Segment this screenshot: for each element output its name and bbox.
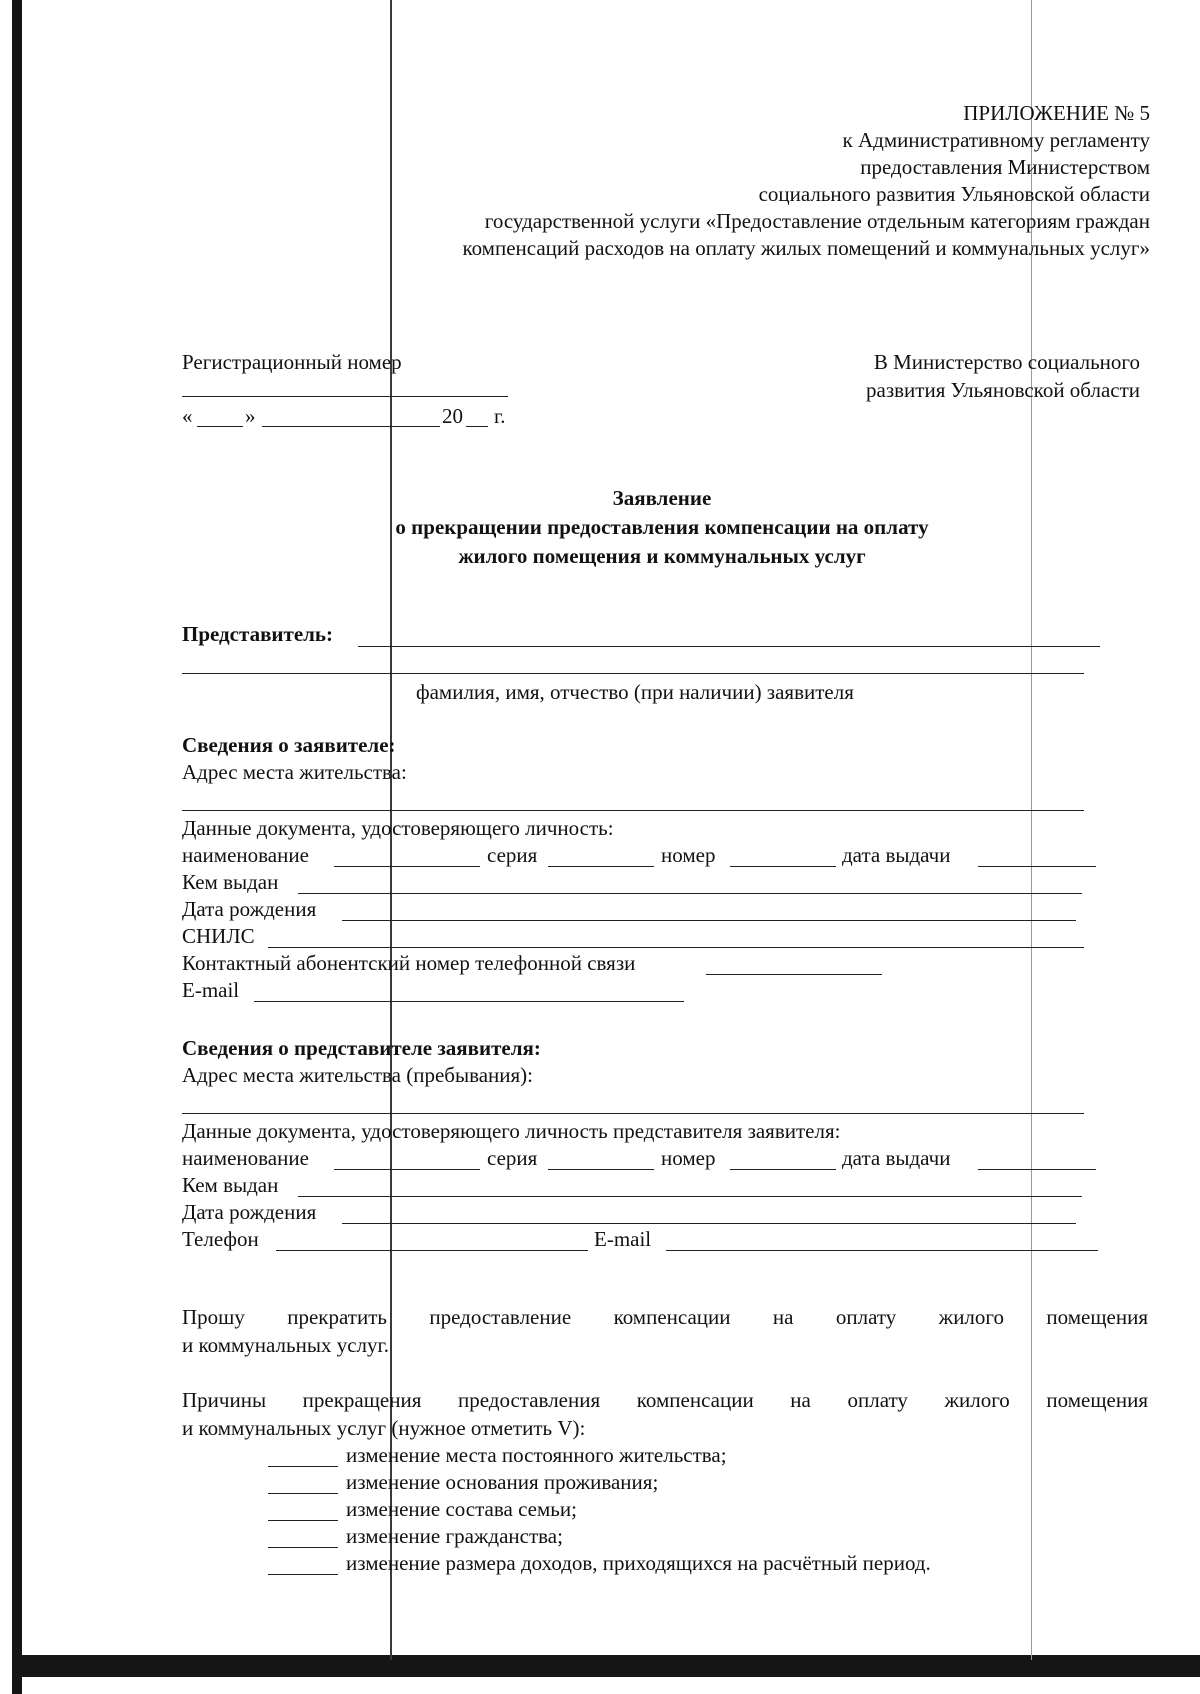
applicant-doc-series-field[interactable]	[548, 866, 654, 867]
applicant-doc-heading: Данные документа, удостоверяющего личность:	[182, 816, 614, 840]
appendix-number: ПРИЛОЖЕНИЕ № 5	[963, 101, 1150, 125]
appendix-line: к Административному регламенту	[842, 128, 1150, 152]
rep-phone-label: Телефон	[182, 1227, 259, 1251]
representative-field-line2[interactable]	[182, 673, 1084, 674]
reason-item: изменение состава семьи;	[346, 1497, 577, 1521]
reason-checkbox-field[interactable]	[268, 1574, 338, 1575]
rep-issued-by-label: Кем выдан	[182, 1173, 279, 1197]
rep-birth-date-label: Дата рождения	[182, 1200, 317, 1224]
applicant-email-field[interactable]	[254, 1001, 684, 1002]
applicant-address-label: Адрес места жительства:	[182, 760, 407, 784]
applicant-issued-by-field[interactable]	[298, 893, 1082, 894]
representative-caption: фамилия, имя, отчество (при наличии) заявителя	[416, 680, 854, 704]
title-line: Заявление	[612, 486, 712, 510]
registration-label: Регистрационный номер	[182, 350, 402, 374]
applicant-phone-label: Контактный абонентский номер телефонной связи	[182, 951, 636, 975]
reason-checkbox-field[interactable]	[268, 1493, 338, 1494]
applicant-snils-label: СНИЛС	[182, 924, 255, 948]
rep-doc-series-field[interactable]	[548, 1169, 654, 1170]
applicant-doc-number-label: номер	[661, 843, 716, 867]
reason-item: изменение основания проживания;	[346, 1470, 659, 1494]
reasons-text-line: и коммунальных услуг (нужное отметить V):	[182, 1416, 586, 1440]
title-line: о прекращении предоставления компенсации на оплату	[395, 515, 929, 539]
date-year-field[interactable]	[466, 426, 488, 427]
reason-item: изменение гражданства;	[346, 1524, 563, 1548]
reason-checkbox-field[interactable]	[268, 1520, 338, 1521]
reason-checkbox-field[interactable]	[268, 1547, 338, 1548]
applicant-email-label: E-mail	[182, 978, 240, 1002]
rep-doc-heading: Данные документа, удостоверяющего личность представителя заявителя:	[182, 1119, 841, 1143]
rep-doc-number-label: номер	[661, 1146, 716, 1170]
rep-email-label: E-mail	[594, 1227, 652, 1251]
rep-doc-date-field[interactable]	[978, 1169, 1096, 1170]
rep-doc-number-field[interactable]	[730, 1169, 836, 1170]
applicant-birth-date-label: Дата рождения	[182, 897, 317, 921]
rep-phone-field[interactable]	[276, 1250, 588, 1251]
rep-doc-date-label: дата выдачи	[842, 1146, 951, 1170]
rep-doc-name-label: наименование	[182, 1146, 309, 1170]
date-open-quote: «	[182, 404, 193, 428]
document-title	[182, 484, 1142, 571]
representative-label: Представитель:	[182, 622, 334, 646]
title-line: жилого помещения и коммунальных услуг	[458, 544, 866, 568]
date-close-quote: »	[245, 404, 256, 428]
appendix-line: предоставления Министерством	[860, 155, 1150, 179]
addressee-line: В Министерство социального	[873, 350, 1140, 374]
applicant-doc-series-label: серия	[487, 843, 538, 867]
reason-checkbox-field[interactable]	[268, 1466, 338, 1467]
request-text-line: и коммунальных услуг.	[182, 1333, 389, 1357]
applicant-snils-field[interactable]	[268, 947, 1084, 948]
date-year-prefix: 20	[442, 404, 463, 428]
applicant-doc-date-label: дата выдачи	[842, 843, 951, 867]
rep-doc-series-label: серия	[487, 1146, 538, 1170]
date-year-suffix: г.	[494, 404, 506, 428]
rep-doc-name-field[interactable]	[334, 1169, 480, 1170]
applicant-birth-date-field[interactable]	[342, 920, 1076, 921]
rep-issued-by-field[interactable]	[298, 1196, 1082, 1197]
rep-email-field[interactable]	[666, 1250, 1098, 1251]
applicant-doc-date-field[interactable]	[978, 866, 1096, 867]
applicant-heading: Сведения о заявителе:	[182, 733, 396, 757]
reason-item: изменение размера доходов, приходящихся на расчётный период.	[346, 1551, 931, 1575]
request-text-line: Прошу прекратить предоставление компенсации на оплату жилого помещения	[182, 1305, 1148, 1329]
appendix-line: государственной услуги «Предоставление отдельным категориям граждан	[484, 209, 1150, 233]
date-month-field[interactable]	[262, 426, 440, 427]
addressee-line: развития Ульяновской области	[866, 378, 1140, 402]
applicant-doc-name-label: наименование	[182, 843, 309, 867]
scan-left-edge	[12, 0, 22, 1694]
scan-bottom-edge	[12, 1655, 1200, 1677]
rep-address-field[interactable]	[182, 1113, 1084, 1114]
reasons-text-line: Причины прекращения предоставления компенсации на оплату жилого помещения	[182, 1388, 1148, 1412]
rep-info-heading: Сведения о представителе заявителя:	[182, 1036, 541, 1060]
applicant-phone-field[interactable]	[706, 974, 882, 975]
appendix-header	[250, 100, 1150, 262]
date-day-field[interactable]	[197, 426, 243, 427]
appendix-line: компенсаций расходов на оплату жилых помещений и коммунальных услуг»	[462, 236, 1150, 260]
applicant-issued-by-label: Кем выдан	[182, 870, 279, 894]
rep-address-label: Адрес места жительства (пребывания):	[182, 1063, 534, 1087]
rep-birth-date-field[interactable]	[342, 1223, 1076, 1224]
applicant-doc-name-field[interactable]	[334, 866, 480, 867]
applicant-doc-number-field[interactable]	[730, 866, 836, 867]
registration-number-field[interactable]	[182, 396, 508, 397]
appendix-line: социального развития Ульяновской области	[758, 182, 1150, 206]
applicant-address-field[interactable]	[182, 810, 1084, 811]
representative-field[interactable]	[358, 646, 1100, 647]
reason-item: изменение места постоянного жительства;	[346, 1443, 727, 1467]
